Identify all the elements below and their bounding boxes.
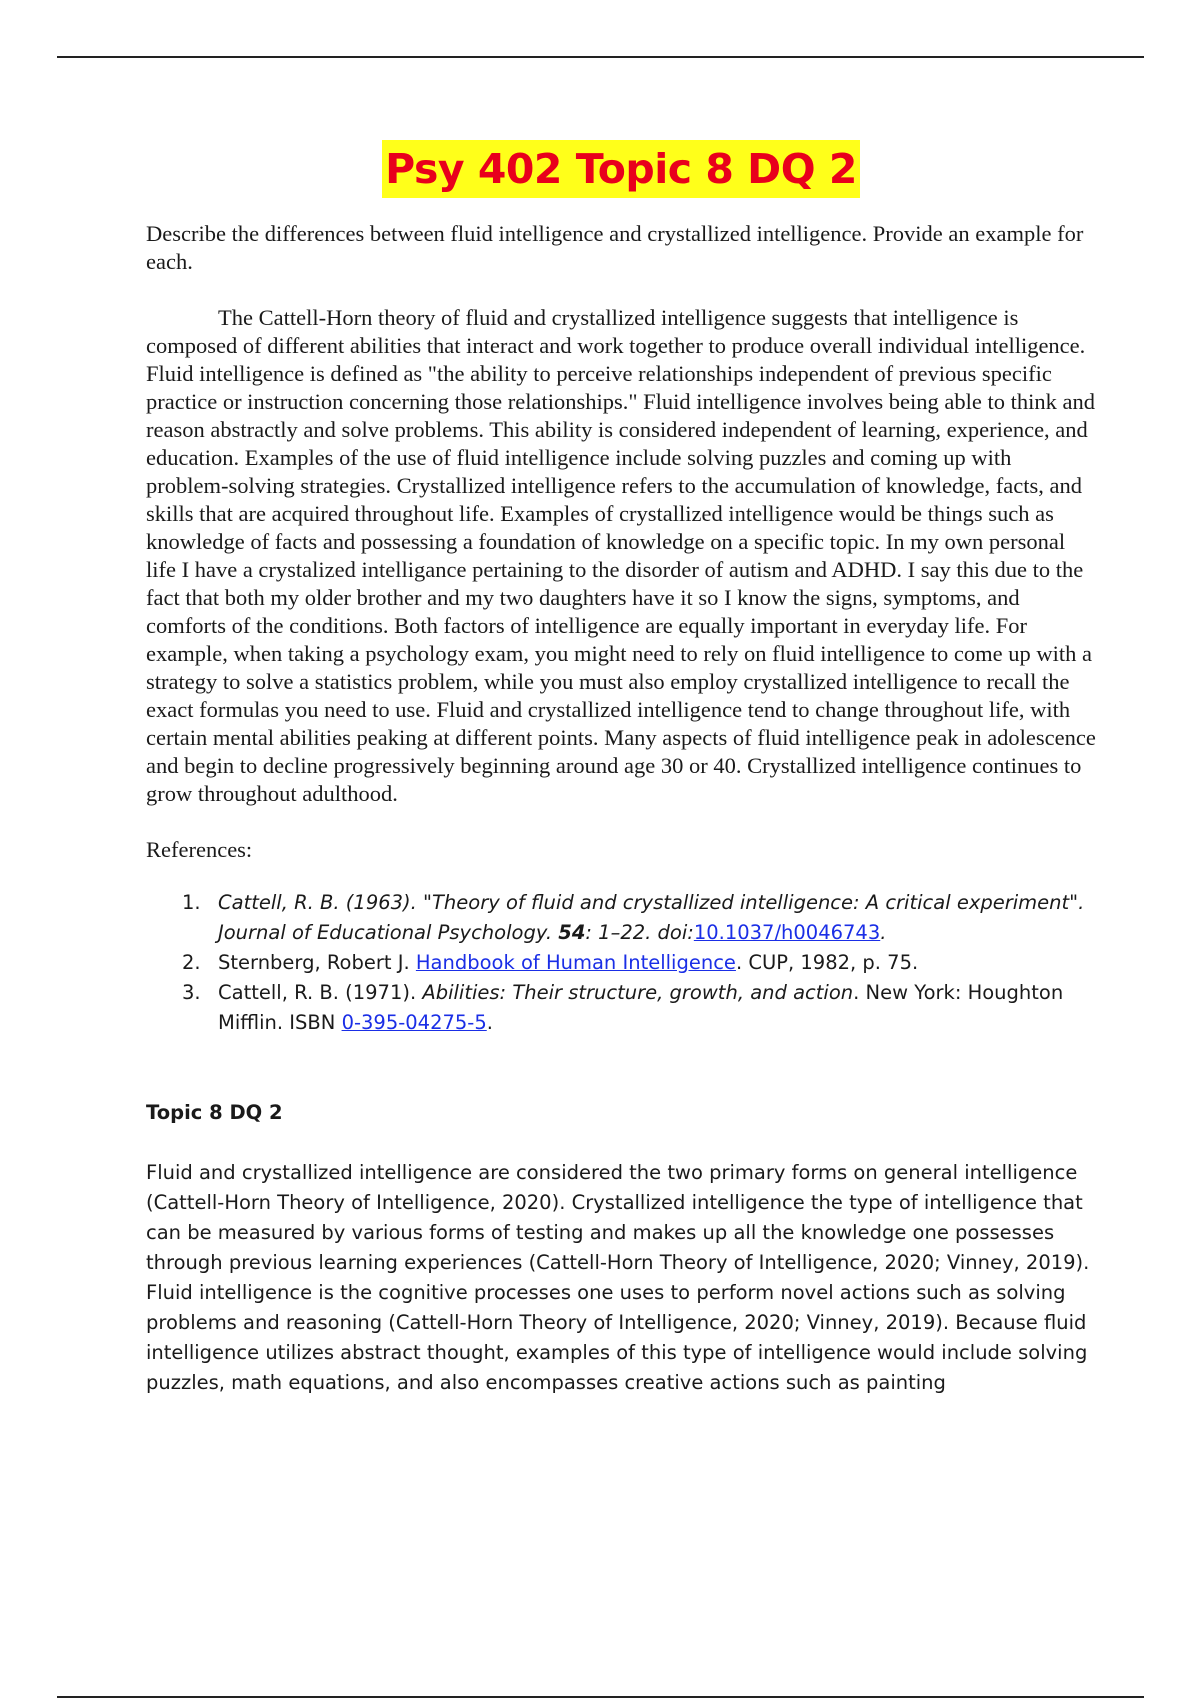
reference-item: [182, 948, 1096, 978]
reference-tail: . CUP, 1982, p. 75.: [735, 951, 919, 974]
reference-book-title: Abilities: Their structure, growth, and action: [422, 981, 854, 1004]
reference-number: 1.: [182, 891, 201, 914]
reference-pages: : 1–22. doi:: [585, 921, 694, 944]
response-paragraph: The Cattell-Horn theory of fluid and crystallized intelligence suggests that intelligence is composed of different abilities that interact and work together to produce overall individual intelligence. Fluid intelligence is defined as "the ability to perceive relationships independent of previous specific practice or instruction concerning those relationships." Fluid intelligence involves being able to think and reason abstractly and solve problems. This ability is considered independent of learning, experience, and education. Examples of the use of fluid intelligence include solving puzzles and coming up with problem-solving strategies. Crystallized intelligence refers to the accumulation of knowledge, facts, and skills that are acquired throughout life. Examples of crystallized intelligence would be things such as knowledge of facts and possessing a foundation of knowledge on a specific topic. In my own personal life I have a crystalized intelligance pertaining to the disorder of autism and ADHD. I say this due to the fact that both my older brother and my two daughters have it so I know the signs, symptoms, and comforts of the conditions. Both factors of intelligence are equally important in everyday life. For example, when taking a psychology exam, you might need to rely on fluid intelligence to come up with a strategy to solve a statistics problem, while you must also employ crystallized intelligence to recall the exact formulas you need to use. Fluid and crystallized intelligence tend to change throughout life, with certain mental abilities peaking at different points. Many aspects of fluid intelligence peak in adolescence and begin to decline progressively beginning around age 30 or 40. Crystallized intelligence continues to grow throughout adulthood.: [146, 305, 1096, 806]
reference-doi-link[interactable]: 10.1037/h0046743: [693, 921, 881, 944]
references-heading: References:: [146, 837, 253, 862]
reference-isbn-link[interactable]: 0-395-04275-5: [341, 1011, 487, 1034]
document-page: [146, 140, 1096, 1398]
reference-item: [182, 978, 1096, 1038]
reference-publisher: . New York: Houghton Mifflin. ISBN: [218, 981, 1064, 1034]
header-rule: [57, 56, 1144, 58]
reference-book-link[interactable]: Handbook of Human Intelligence: [415, 951, 736, 974]
reference-tail: .: [486, 1011, 493, 1034]
reference-tail: .: [880, 921, 887, 944]
title-wrap: [146, 140, 1096, 198]
document-title: Psy 402 Topic 8 DQ 2: [382, 140, 860, 198]
reference-item: [182, 888, 1096, 948]
reference-number: 3.: [182, 981, 201, 1004]
reference-citation: Cattell, R. B. (1963). "Theory of fluid and crystallized intelligence: A critical experiment". Journal of Educational Psychology.: [218, 891, 1085, 944]
reference-number: 2.: [182, 951, 201, 974]
reference-author: Sternberg, Robert J.: [218, 951, 416, 974]
references-list: [146, 888, 1096, 1038]
discussion-prompt: Describe the differences between fluid intelligence and crystallized intelligence. Provide an example for each.: [146, 221, 1084, 274]
reference-author: Cattell, R. B. (1971).: [218, 981, 423, 1004]
section-paragraph: Fluid and crystallized intelligence are considered the two primary forms on general intelligence (Cattell-Horn Theory of Intelligence, 2020). Crystallized intelligence the type of intelligence that can be measured by various forms of testing and makes up all the knowledge one possesses through previous learning experiences (Cattell-Horn Theory of Intelligence, 2020; Vinney, 2019). Fluid intelligence is the cognitive processes one uses to perform novel actions such as solving problems and reasoning (Cattell-Horn Theory of Intelligence, 2020; Vinney, 2019). Because fluid intelligence utilizes abstract thought, examples of this type of intelligence would include solving puzzles, math equations, and also encompasses creative actions such as painting: [146, 1161, 1090, 1394]
reference-volume: 54: [558, 921, 586, 944]
section-heading: Topic 8 DQ 2: [146, 1101, 283, 1124]
footer-rule: [57, 1696, 1144, 1698]
